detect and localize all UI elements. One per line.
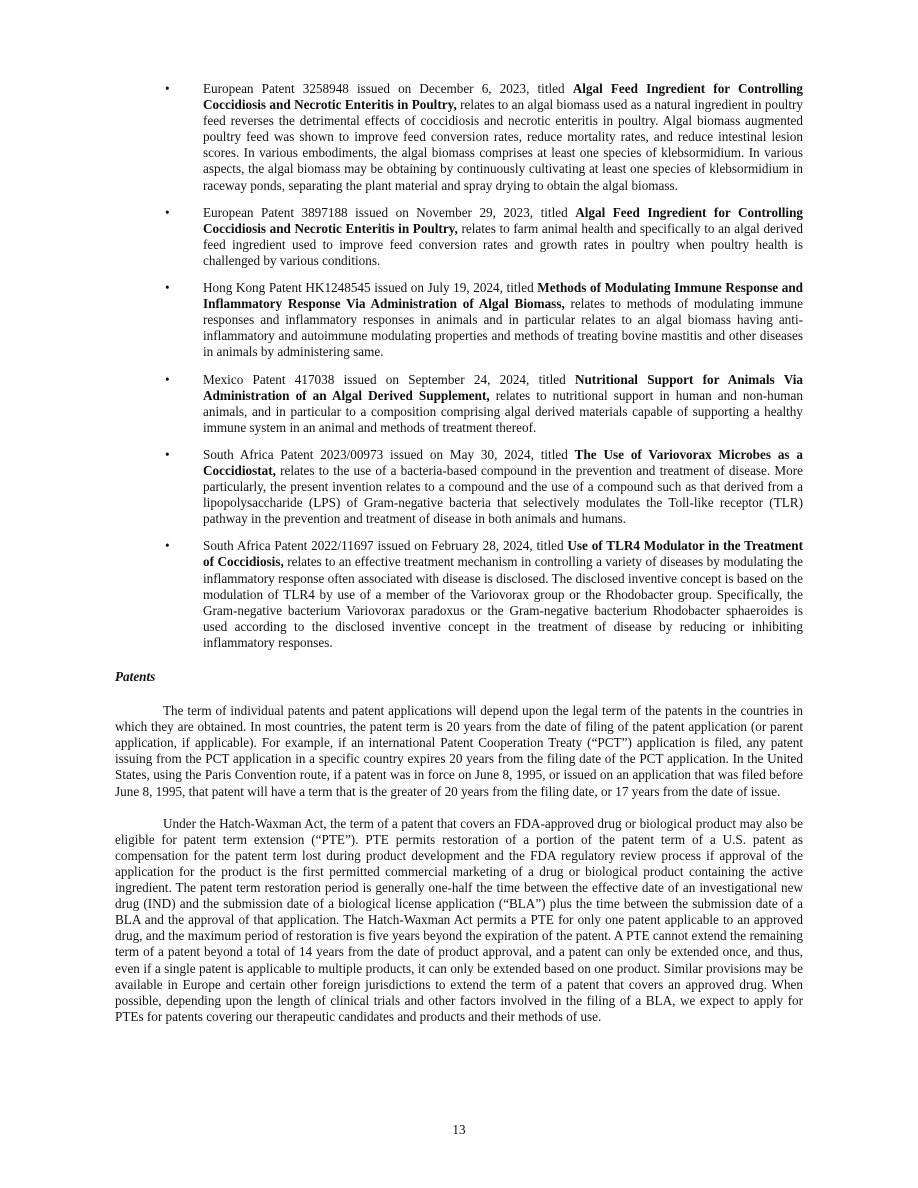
patent-list-item [115,538,803,651]
section-heading-patents: Patents [115,669,156,684]
document-page [115,81,803,1041]
patent-title: Algal Feed Ingredient for Controlling Coccidiosis and Necrotic Enteritis in Poultry, [203,81,804,113]
patent-list-item [115,81,803,194]
patent-description: relates to an algal biomass used as a natural ingredient in poultry feed reverses the detrimental effects of coccidiosis and necrotic enteritis in poultry. Algal biomass augmented poultry feed was shown to improve feed conversion rates, reduce mortality rates, and reduce intestinal lesion scores. In various embodiments, the algal biomass comprises at least one species of klebsormidium. In various aspects, the algal biomass may be obtaining by continuously cultivating at least one species of klebsormidium in raceway ponds, separating the plant material and spray drying to obtain the algal biomass. [203,97,803,193]
bullet-icon: • [165,81,170,96]
patent-description: relates to the use of a bacteria-based compound in the prevention and treatment of disease. More particularly, the present invention relates to a compound and the use of a compound such as that derived from a lipopolysaccharide (LPS) of Gram-negative bacteria that selectively modulates the Toll-like receptor (TLR) pathway in the prevention and treatment of disease in both animals and humans. [203,462,803,527]
patent-intro: Mexico Patent 417038 issued on September 24, 2024, titled [203,371,575,387]
patent-title: Use of TLR4 Modulator in the Treatment of Coccidiosis, [203,538,803,570]
patent-list-item [115,205,803,269]
patent-list-item [115,447,803,527]
patent-description: relates to an effective treatment mechanism in controlling a variety of diseases by modulating the inflammatory response often associated with disease is disclosed. The disclosed inventive concept is based on the modulation of TLR4 by use of a member of the Variovorax group or the Rhodobacter group. Specifically, the Gram-negative bacterium Variovorax paradoxus or the Gram-negative bacterium Rhodobacter sphaeroides is used according to the disclosed inventive concept in the treatment of disease by reducing or inhibiting inflammatory responses. [203,554,803,650]
patent-intro: European Patent 3897188 issued on November 29, 2023, titled [203,204,576,220]
patent-intro: Hong Kong Patent HK1248545 issued on July 19, 2024, titled [203,280,538,296]
patent-description: relates to nutritional support in human and non-human animals, and in particular to a composition comprising algal derived materials capable of supporting a healthy immune system in an animal and methods of treatment thereof. [203,387,803,435]
patent-list [115,81,803,651]
bullet-icon: • [165,371,170,387]
patent-title: The Use of Variovorax Microbes as a Coccidiostat, [203,446,803,478]
body-paragraph: Under the Hatch-Waxman Act, the term of a patent that covers an FDA-approved drug or biological product may also be eligible for patent term extension (“PTE”). PTE permits restoration of a portion of the patent term of a U.S. patent as compensation for the patent term lost during product development and the FDA regulatory review process if approval of the application for the product is the first permitted commercial marketing of a drug or biological product containing the active ingredient. The patent term restoration period is generally one-half the time between the effective date of an investigational new drug (IND) and the submission date of a biological license application (“BLA”) plus the time between the submission date of a BLA and the approval of that application. The Hatch-Waxman Act permits a PTE for only one patent applicable to an approved drug, and the maximum period of restoration is five years beyond the expiration of the patent. A PTE cannot extend the remaining term of a patent beyond a total of 14 years from the date of product approval, and a patent can only be extended once, and thus, even if a single patent is applicable to multiple products, it can only be extended based on one product. Similar provisions may be available in Europe and certain other foreign jurisdictions to extend the term of a patent that covers an approved drug. When possible, depending upon the length of clinical trials and other factors involved in the filing of a BLA, we expect to apply for PTEs for patents covering our therapeutic candidates and products and their methods of use. [115,815,803,1024]
patent-description: relates to farm animal health and specifically to an algal derived feed ingredient used to improve feed conversion rates and growth rates in poultry when poultry health is challenged by various conditions. [203,220,803,268]
patent-list-item [115,372,803,436]
patent-title: Methods of Modulating Immune Response and Inflammatory Response Via Administration of Algal Biomass, [203,280,803,312]
bullet-icon: • [165,280,170,296]
patent-title: Nutritional Support for Animals Via Administration of an Algal Derived Supplement, [203,371,803,403]
patent-intro: South Africa Patent 2022/11697 issued on February 28, 2024, titled [203,538,568,554]
patent-description: relates to methods of modulating immune responses and inflammatory responses in animals and in particular relates to an algal biomass having anti-inflammatory and autoimmune modulating properties and methods of treating bovine mastitis and other diseases in animals by administering same. [203,296,803,360]
patent-title: Algal Feed Ingredient for Controlling Coccidiosis and Necrotic Enteritis in Poultry, [203,204,804,236]
bullet-icon: • [165,446,170,462]
bullet-icon: • [165,204,170,220]
bullet-icon: • [165,538,170,554]
patent-list-item [115,280,803,360]
page-number: 13 [452,1122,466,1137]
patent-intro: South Africa Patent 2023/00973 issued on May 30, 2024, titled [203,446,575,462]
body-paragraph: The term of individual patents and patent applications will depend upon the legal term of the patents in the countries in which they are obtained. In most countries, the patent term is 20 years from the date of filing of the patent application (or parent application, if applicable). For example, if an international Patent Cooperation Treaty (“PCT”) application is filed, any patent issuing from the PCT application in a specific country expires 20 years from the filing date of the PCT application. In the United States, using the Paris Convention route, if a patent was in force on June 8, 1995, or issued on an application that was filed before June 8, 1995, that patent will have a term that is the greater of 20 years from the filing date, or 17 years from the date of issue. [115,703,803,799]
patent-intro: European Patent 3258948 issued on December 6, 2023, titled [203,81,573,96]
